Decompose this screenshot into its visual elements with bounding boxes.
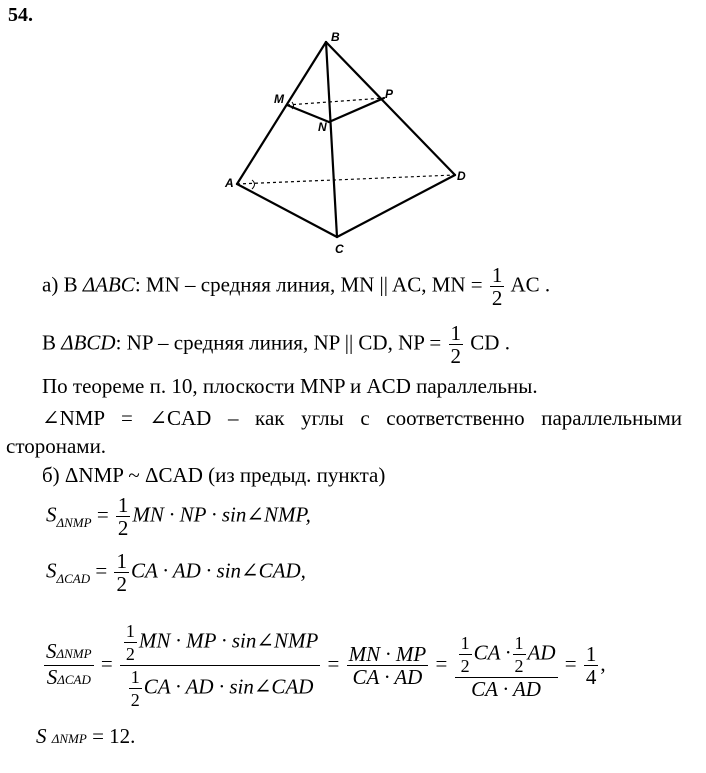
edge-ba [237, 42, 326, 184]
result-line: S ΔNMP = 12. [36, 724, 136, 748]
a2-fraction: $\frac{1}{2}$ [450, 321, 462, 368]
line-a2 [42, 322, 510, 367]
edge-ac [237, 184, 337, 237]
angles-line-2: сторонами. [6, 434, 107, 458]
pyramid-figure [0, 0, 706, 270]
a1-triangle: ΔABC [82, 272, 135, 297]
edge-ad-hidden [237, 175, 455, 184]
edge-bc [326, 42, 337, 237]
line-a1 [42, 264, 550, 309]
theorem-line: По теореме п. 10, плоскости MNP и ACD параллельны. [42, 374, 538, 398]
point-p: P [385, 87, 394, 101]
ratio-lhs: $\frac{\text{SΔNMP}}{\text{SΔCAD}}$ [46, 639, 92, 689]
problem-number: 54. [8, 4, 33, 26]
vertex-c: C [335, 242, 344, 256]
a2-prefix: В [42, 330, 62, 355]
angles-line-1: ∠NMP = ∠CAD – как углы с соответственно параллельными [42, 406, 682, 430]
ratio-simplified: $\frac{MN \cdot MP}{CA \cdot AD}$ [348, 642, 427, 689]
vertex-d: D [457, 169, 466, 183]
a2-mid: : NP – средняя линия, NP || CD, NP = [115, 330, 447, 355]
angle-a-mark [252, 180, 255, 189]
a2-triangle: ΔBCD [61, 330, 116, 355]
ratio-expanded: $\frac{1}{2}$ MN · MP · sin∠NMP $\frac{1}{2}$ CA · AD · sin∠CAD [120, 620, 320, 711]
ratio-substituted: $\frac{1}{2}$ CA · $\frac{1}{2}$ AD CA · AD [455, 632, 558, 700]
a1-prefix: а) В [42, 272, 83, 297]
edge-cd [337, 175, 455, 237]
ratio-result: $\frac{1}{4}$ [585, 642, 597, 689]
vertex-a: A [225, 176, 234, 190]
part-b-line: б) ΔNMP ~ ΔCAD (из предыд. пункта) [42, 463, 386, 487]
ratio-formula: $\frac{\text{SΔNMP}}{\text{SΔCAD}}$ = $\frac{1}{2}$ MN · MP · sin∠NMP $\frac{1}{2}$ CA · AD · sin∠CAD = $\frac{MN \cdot MP}{CA \cdot AD}$ = $\frac{1}{2}$ CA · $\frac{1}{2}$ AD CA · AD = $\frac{1}{4}$ , [46, 621, 606, 710]
point-n: N [318, 120, 327, 134]
a1-fraction: $\frac{1}{2}$ [491, 263, 503, 310]
formula-area-nmp: $S_{\Delta NMP}$ = $\frac{1}{2}$ MN · NP · sin∠NMP, [46, 493, 311, 540]
a2-end: CD . [465, 330, 510, 355]
a1-end: AC . [506, 272, 551, 297]
point-m: M [274, 92, 284, 106]
edge-bd [326, 42, 455, 175]
formula-area-cad: $S_{\Delta CAD}$ = $\frac{1}{2}$ CA · AD · sin∠CAD, [46, 549, 306, 596]
vertex-b: B [331, 30, 340, 44]
a1-mid: : MN – средняя линия, MN || AC, MN = [134, 272, 488, 297]
